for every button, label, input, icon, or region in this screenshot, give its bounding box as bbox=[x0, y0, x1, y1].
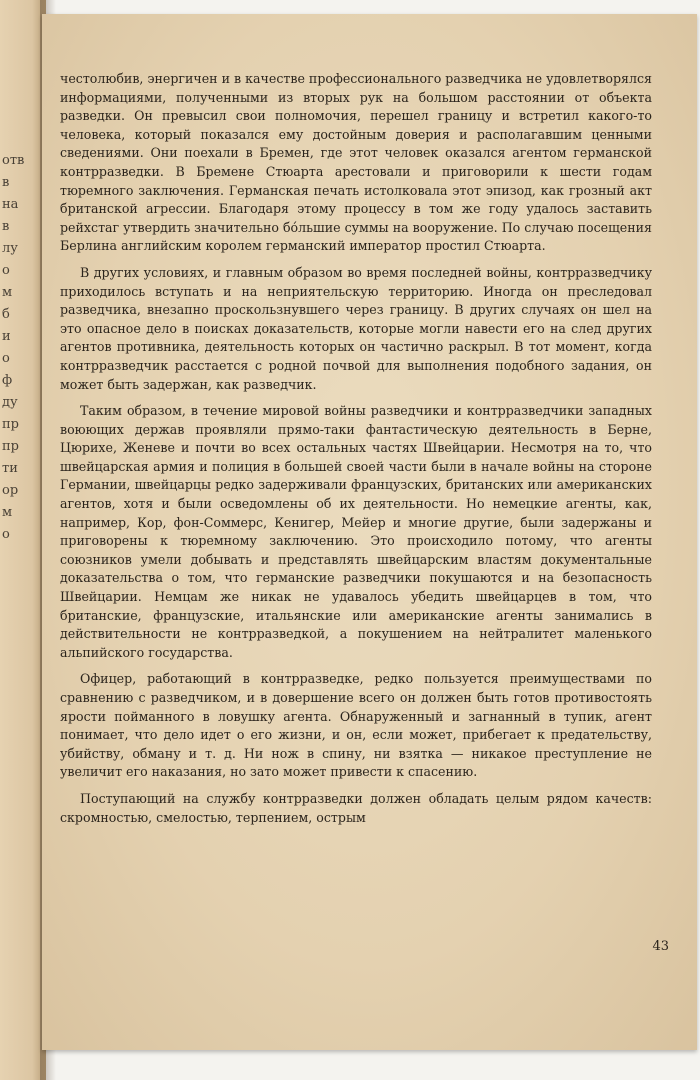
facing-page-fragment: пр bbox=[2, 417, 19, 432]
page-number: 43 bbox=[652, 939, 669, 954]
paragraph: В других условиях, и главным образом во время последней войны, контрразведчику приходилось вступать и на неприятельскую территорию. Иногда он преследовал разведчика, внезапно проскользнувшего через границу. В других случаях он шел на это опасное дело в поисках доказательств, которые могли навести его на след других агентов противника, деятельность которых он частично раскрыл. В тот момент, когда контрразведчик расстается с родной почвой для выполнения подобного задания, он может быть задержан, как разведчик. bbox=[60, 264, 652, 392]
book-page bbox=[42, 14, 697, 1050]
paragraph: Поступающий на службу контрразведки должен обладать целым рядом качеств: скромностью, смелостью, терпением, острым bbox=[60, 790, 652, 825]
facing-page-fragment: и bbox=[2, 329, 11, 344]
facing-page-fragment: в bbox=[2, 219, 10, 234]
paragraph: честолюбив, энергичен и в качестве профессионального разведчика не удовлетворялся информациями, полученными из вторых рук на большом расстоянии от объекта разведки. Он превысил свои полномочия, перешел границу и встретил какого-то человека, который показался ему достойным доверия и располагавшим ценными сведениями. Они поехали в Бремен, где этот человек оказался агентом германской контрразведки. В Бремене Стюарта арестовали и приговорили к шести годам тюремного заключения. Германская печать истолковала этот эпизод, как грозный акт британской агрессии. Благодаря этому процессу в том же году удалось заставить рейхстаг утвердить значительно бо́льшие суммы на вооружение. По случаю посещения Берлина английским королем германский император простил Стюарта. bbox=[60, 71, 652, 254]
facing-page-fragment: о bbox=[2, 263, 10, 278]
paragraph: Офицер, работающий в контрразведке, редко пользуется преимуществами по сравнению с разведчиком, и в довершение всего он должен быть готов противостоять ярости пойманного в ловушку агента. Обнаруженный и загнанный в тупик, агент понимает, что дело идет о его жизни, и он, если может, прибегает к предательству, убийству, обману и т. д. Ни нож в спину, ни взятка — никакое преступление не увеличит его наказания, но зато может привести к спасению. bbox=[60, 671, 652, 780]
facing-page-fragment: ду bbox=[2, 395, 18, 410]
body-text bbox=[60, 70, 652, 835]
facing-page-fragment: на bbox=[2, 197, 19, 212]
facing-page-fragment: отв bbox=[2, 153, 25, 168]
facing-page-fragment: о bbox=[2, 527, 10, 542]
facing-page-fragment: ф bbox=[2, 373, 13, 388]
facing-page-text-fragments bbox=[2, 150, 42, 950]
facing-page-fragment: лу bbox=[2, 241, 18, 256]
facing-page-fragment: м bbox=[2, 285, 13, 300]
facing-page-fragment: ор bbox=[2, 483, 19, 498]
facing-page-fragment: пр bbox=[2, 439, 19, 454]
facing-page-fragment: б bbox=[2, 307, 10, 322]
facing-page-fragment: м bbox=[2, 505, 13, 520]
facing-page-fragment: ти bbox=[2, 461, 18, 476]
paragraph: Таким образом, в течение мировой войны разведчики и контрразведчики западных воюющих держав проявляли прямо-таки фантастическую деятельность в Берне, Цюрихе, Женеве и почти во всех остальных частях Швейцарии. Несмотря на то, что швейцарская армия и полиция в большей своей части были в начале войны на стороне Германии, швейцарцы редко задерживали французских, британских или американских агентов, хотя и были осведомлены об их деятельности. Но немецкие агенты, как, например, Кор, фон-Соммерс, Кенигер, Мейер и многие другие, были задержаны и приговорены к тюремному заключению. Это происходило потому, что агенты союзников умели добывать и представлять швейцарским властям документальные доказательства о том, что германские разведчики покушаются и на безопасность Швейцарии. Немцам же никак не удавалось убедить швейцарцев в том, что британские, французские, итальянские или американские агенты занимались в действительности не контрразведкой, а покушением на нейтралитет маленького альпийского государства. bbox=[60, 403, 652, 660]
facing-page-fragment: в bbox=[2, 175, 10, 190]
facing-page-fragment: о bbox=[2, 351, 10, 366]
